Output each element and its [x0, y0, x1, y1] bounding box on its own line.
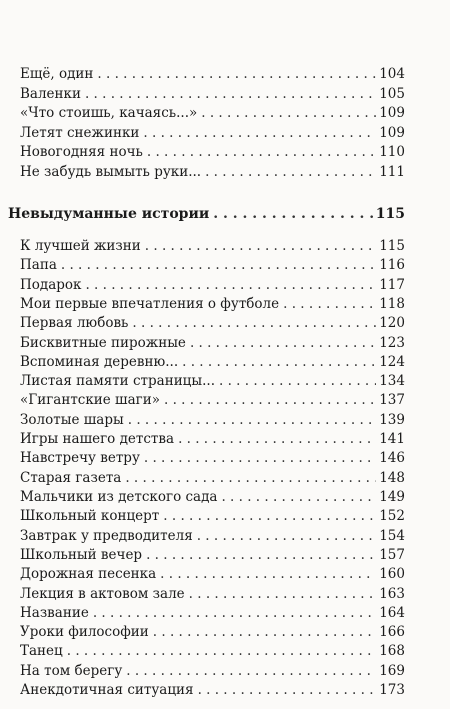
dot-leader [197, 526, 377, 546]
toc-entry-page: 104 [379, 66, 405, 82]
dot-leader [85, 275, 376, 295]
toc-entry-page: 146 [379, 450, 405, 467]
toc-entry-title: Новогодняя ночь [20, 144, 143, 161]
toc-entry-page: 169 [379, 662, 405, 679]
toc-entry [20, 680, 405, 700]
toc-entry-title: Ещё, один [20, 66, 94, 82]
toc-entry [20, 142, 405, 162]
dot-leader [153, 622, 376, 642]
toc-entry-page: 168 [379, 643, 405, 660]
dot-leader [219, 371, 376, 391]
toc-entry [20, 162, 405, 182]
toc-entry-title: К лучшей жизни [20, 238, 141, 254]
dot-leader [146, 545, 376, 565]
toc-entry-title: Навстречу ветру [20, 450, 140, 467]
toc-entry-page: 111 [379, 164, 405, 180]
toc-entry-page: 149 [379, 489, 405, 505]
toc-entry [20, 275, 405, 295]
toc-entry [20, 468, 405, 488]
toc-entry [20, 641, 405, 661]
toc-entry-page: 160 [379, 566, 405, 583]
toc-entry-title: Мальчики из детского сада [20, 489, 218, 505]
toc-entry-page: 148 [379, 469, 405, 486]
toc-entry-title: Старая газета [20, 469, 122, 486]
dot-leader [213, 204, 373, 224]
toc-entry-page: 118 [379, 295, 405, 312]
toc-entry-title: Игры нашего детства [20, 431, 175, 447]
toc-entry-page: 117 [379, 276, 405, 293]
toc-entry-title: Летят снежинки [20, 124, 140, 141]
toc-entry [20, 123, 405, 143]
toc-entry [20, 255, 405, 275]
toc-entry [20, 84, 405, 104]
toc-entry [20, 236, 405, 256]
toc-entry-title: Подарок [20, 276, 82, 293]
dot-leader [178, 429, 376, 449]
dot-leader [283, 294, 376, 314]
toc-entry-title: «Что стоишь, качаясь...» [20, 105, 198, 122]
toc-entry [20, 603, 405, 623]
toc-entry-title: «Гигантские шаги» [20, 392, 160, 409]
toc-entry-title: Мои первые впечатления о футболе [20, 295, 280, 312]
toc-entry-title: Листая памяти страницы... [20, 373, 215, 390]
toc-entry-title: Не забудь вымыть руки... [20, 164, 202, 180]
toc-entry [20, 64, 405, 84]
dot-leader [201, 103, 376, 123]
toc-entry-title: Завтрак у предводителя [20, 527, 193, 544]
dot-leader [145, 236, 376, 256]
toc-entry-page: 134 [379, 373, 405, 390]
toc-entry-page: 120 [379, 315, 405, 332]
dot-leader [182, 352, 376, 372]
dot-leader [198, 680, 377, 700]
dot-leader [61, 255, 376, 275]
toc-entry-page: 116 [379, 257, 405, 274]
toc-section-page: 115 [375, 206, 405, 222]
toc-entry-page: 173 [379, 682, 405, 698]
toc-entry [20, 661, 405, 681]
toc-entry-page: 152 [379, 508, 405, 525]
dot-leader [126, 661, 376, 681]
toc-entry [20, 564, 405, 584]
toc-entry [20, 429, 405, 449]
toc-entry-page: 164 [379, 604, 405, 621]
dot-leader [125, 468, 376, 488]
toc-entry-page: 123 [379, 334, 405, 351]
toc-entry [20, 294, 405, 314]
toc-entry [20, 333, 405, 353]
toc-entry-title: Папа [20, 257, 57, 274]
toc-entry [20, 506, 405, 526]
toc-entry-title: Название [20, 604, 89, 621]
dot-leader [144, 448, 376, 468]
toc-entry-title: Анекдотичная ситуация [20, 682, 194, 698]
toc-entry-title: Уроки философии [20, 624, 149, 641]
toc-entry-page: 157 [379, 546, 405, 563]
dot-leader [163, 506, 376, 526]
toc-section-title: Невыдуманные истории [8, 206, 210, 222]
dot-leader [132, 313, 376, 333]
dot-leader [164, 390, 376, 410]
toc-entry [20, 390, 405, 410]
toc-entry-title: Первая любовь [20, 315, 129, 332]
dot-leader [205, 162, 376, 182]
dot-leader [97, 64, 376, 84]
dot-leader [189, 584, 377, 604]
dot-leader [160, 564, 376, 584]
toc-entry-page: 109 [379, 105, 405, 122]
toc-entry [20, 313, 405, 333]
toc-entry [20, 545, 405, 565]
toc-entry [20, 622, 405, 642]
toc-entry-page: 115 [379, 238, 405, 254]
toc-entry-page: 154 [379, 527, 405, 544]
toc-entry-title: Школьный концерт [20, 508, 160, 525]
dot-leader [190, 333, 376, 353]
toc-entry-title: Дорожная песенка [20, 566, 157, 583]
dot-leader [143, 123, 376, 143]
dot-leader [147, 142, 376, 162]
toc-entry-title: Бисквитные пирожные [20, 334, 186, 351]
toc-entry-title: Лекция в актовом зале [20, 585, 185, 602]
toc-entry-page: 109 [379, 124, 405, 141]
toc-entry-title: На том берегу [20, 662, 123, 679]
toc-entry [20, 410, 405, 430]
toc-entry-page: 105 [379, 85, 405, 102]
toc-entry-page: 124 [379, 353, 405, 370]
toc-entry [20, 487, 405, 507]
toc-section-heading [8, 204, 405, 224]
toc-entry-title: Танец [20, 643, 63, 660]
toc-entry-title: Школьный вечер [20, 546, 143, 563]
toc-entry [20, 103, 405, 123]
toc-entry [20, 526, 405, 546]
toc-entry-page: 137 [379, 392, 405, 409]
toc-entry-page: 141 [379, 431, 405, 447]
dot-leader [85, 84, 376, 104]
toc-entry-page: 110 [379, 144, 405, 161]
toc-entry-page: 166 [379, 624, 405, 641]
dot-leader [221, 487, 376, 507]
dot-leader [128, 410, 376, 430]
dot-leader [67, 641, 376, 661]
toc-entry [20, 584, 405, 604]
toc-entry-page: 139 [379, 411, 405, 428]
toc-entry [20, 448, 405, 468]
toc-entry-title: Золотые шары [20, 411, 124, 428]
toc-entry-page: 163 [379, 585, 405, 602]
toc-entry-title: Валенки [20, 85, 81, 102]
toc-entry [20, 371, 405, 391]
toc-entry-title: Вспоминая деревню... [20, 353, 179, 370]
dot-leader [93, 603, 376, 623]
toc-entry [20, 352, 405, 372]
